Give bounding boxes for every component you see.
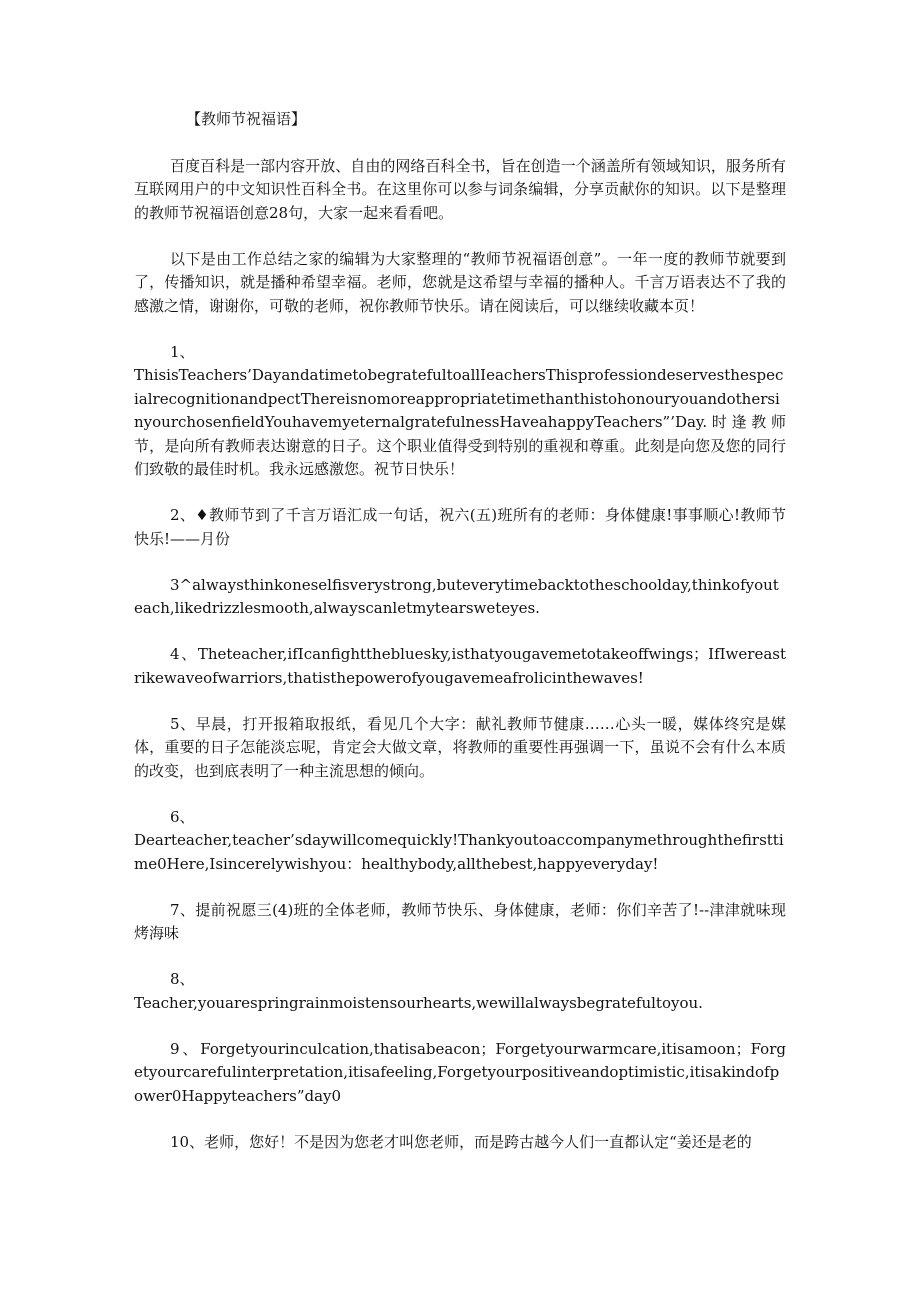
document-page <box>134 108 786 1177</box>
list-item: 7、提前祝愿三(4)班的全体老师，教师节快乐、身体健康，老师：你们辛苦了!--津津就味现烤海味 <box>134 900 786 942</box>
lead-paragraph: 以下是由工作总结之家的编辑为大家整理的“教师节祝福语创意”。一年一度的教师节就要到了，传播知识，就是播种希望幸福。老师，您就是这希望与幸福的播种人。千言万语表达不了我的感激之情，谢谢你，可敬的老师，祝你教师节快乐。请在阅读后，可以继续收藏本页！ <box>134 249 786 315</box>
list-item: 5、早晨，打开报箱取报纸，看见几个大字：献礼教师节健康……心头一暖，媒体终究是媒体，重要的日子怎能淡忘呢，肯定会大做文章，将教师的重要性再强调一下，虽说不会有什么本质的改变，也到底表明了一种主流思想的倾向。 <box>134 714 786 780</box>
item-number: 6、 <box>170 807 195 826</box>
item-text: Teacher,youarespringrainmoistensourhearts,wewillalwaysbegratefultoyou. <box>134 993 703 1012</box>
item-number: 8、 <box>170 970 195 988</box>
item-number: 1、 <box>170 342 195 361</box>
list-item <box>134 968 786 1015</box>
list-item <box>134 341 786 482</box>
item-text: Dearteacher,teacher’sdaywillcomequickly!Thankyoutoaccompanymethroughthefirsttime0Here,Isincerelywishyou：healthybody,allthebest,happyeveryday! <box>134 831 784 873</box>
intro-paragraph: 百度百科是一部内容开放、自由的网络百科全书，旨在创造一个涵盖所有领域知识，服务所有互联网用户的中文知识性百科全书。在这里你可以参与词条编辑，分享贡献你的知识。以下是整理的教师节祝福语创意28句，大家一起来看看吧。 <box>134 156 786 222</box>
list-item: 2、♦教师节到了千言万语汇成一句话，祝六(五)班所有的老师：身体健康!事事顺心!教师节快乐!——月份 <box>134 506 786 548</box>
list-item <box>134 806 786 877</box>
list-item: 4、Theteacher,ifIcanfightthebluesky,isthatyougavemetotakeoffwings；IfIwereastrikewaveofwarriors,thatisthepowerofyougavemeafrolicinthewaves! <box>134 645 786 687</box>
doc-title: 【教师节祝福语】 <box>186 110 307 128</box>
item-text: ThisisTeachers’DayandatimetobegratefultoallIeachersThisprofessiondeservesthespecialrecognitionandpectThereisnomoreappropriatetimethanthistohonouryouandothersinyourchosenfieldYouhavemyeternalgratefulnessHaveahappyTeachers”’Day.时逢教师节，是向所有教师表达谢意的日子。这个职业值得受到特别的重视和尊重。此刻是向您及您的同行们致敬的最佳时机。我永远感激您。祝节日快乐！ <box>134 366 786 478</box>
list-item: 3^alwaysthinkoneselfisverystrong,buteverytimebacktotheschoolday,thinkofyouteach,likedrizzlesmooth,alwayscanletmytearsweteyes. <box>134 575 779 617</box>
list-item: 10、老师，您好！不是因为您老才叫您老师，而是跨古越今人们一直都认定“姜还是老的 <box>170 1132 752 1151</box>
list-item: 9、Forgetyourinculcation,thatisabeacon；Forgetyourwarmcare,itisamoon；Forgetyourcarefulinterpretation,itisafeeling,Forgetyourpositiveandoptimistic,itisakindofpower0Happyteachers”day0 <box>134 1039 786 1105</box>
